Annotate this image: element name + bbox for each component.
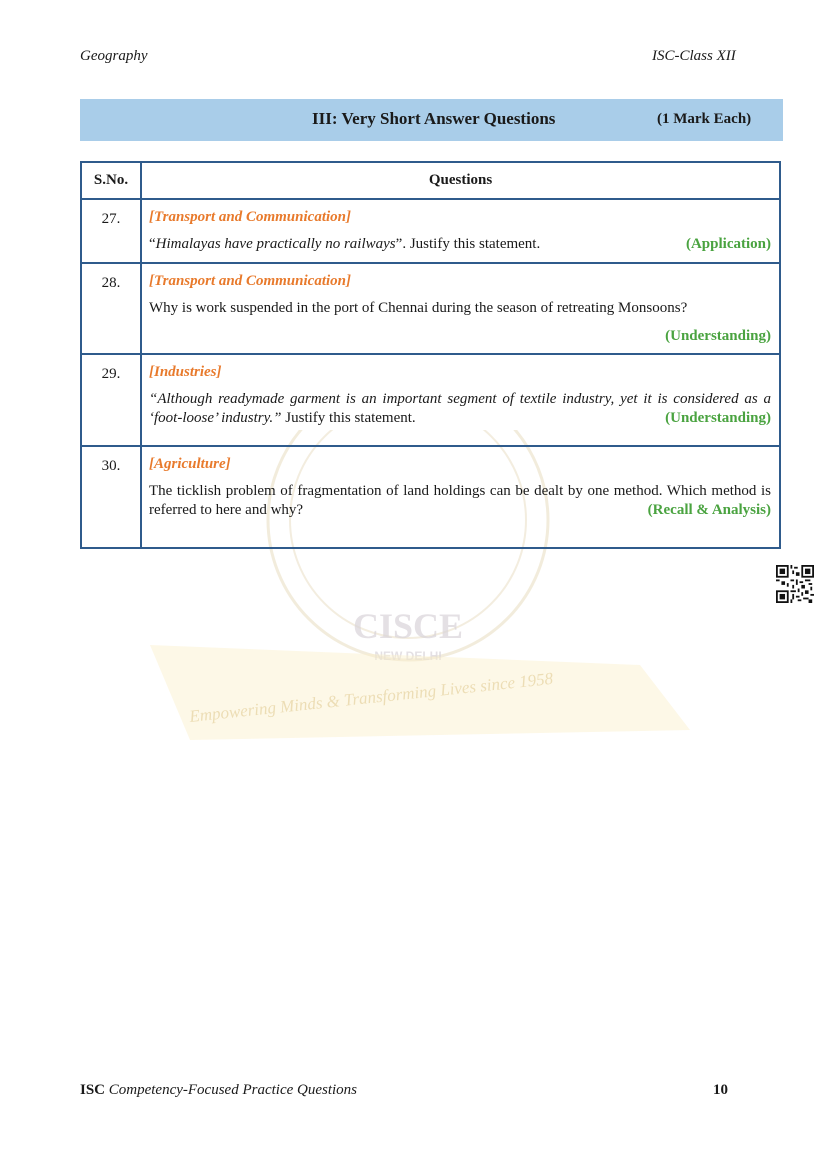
row-body: Why is work suspended in the port of Chennai during the season of retreating Monsoons? (149, 300, 688, 316)
row-question (141, 354, 780, 446)
row-text (149, 390, 771, 428)
watermark-banner (150, 645, 690, 740)
row-quote: “Although readymade garment is an important segment of textile industry, yet it is considered as a ‘foot-loose’ industry.” (149, 391, 771, 426)
section-bar (80, 99, 783, 141)
quote-close: ” (395, 236, 403, 252)
row-question (141, 263, 780, 354)
row-topic: [Transport and Communication] (149, 209, 351, 225)
table-row (81, 199, 780, 263)
table-row (81, 446, 780, 548)
table-row (81, 263, 780, 354)
header-subject: Geography (80, 48, 148, 64)
row-body: The ticklish problem of fragmentation of land holdings can be dealt by one method. Which method is referred to here and why? (149, 483, 771, 518)
table-row (81, 354, 780, 446)
page-number: 10 (713, 1082, 728, 1098)
row-topic: [Industries] (149, 364, 222, 380)
row-tag: (Understanding) (665, 328, 771, 344)
row-quote: Himalayas have practically no railways (155, 236, 396, 252)
questions-table (80, 161, 781, 549)
watermark-tagline: Empowering Minds & Transforming Lives since 1958 (188, 668, 554, 726)
row-question (141, 446, 780, 548)
row-sno: 29. (81, 354, 141, 446)
qr-code-icon[interactable] (776, 565, 814, 603)
footer-prefix: ISC (80, 1082, 106, 1098)
row-sno: 27. (81, 199, 141, 263)
row-topic: [Transport and Communication] (149, 273, 351, 289)
row-sno: 30. (81, 446, 141, 548)
row-tag: (Recall & Analysis) (647, 502, 771, 518)
footer-subtitle: Competency-Focused Practice Questions (108, 1082, 358, 1098)
row-question (141, 199, 780, 263)
col-questions-header: Questions (141, 162, 780, 199)
row-body: Justify this statement. (281, 410, 416, 426)
table-header-row (81, 162, 780, 199)
row-tag: (Application) (685, 236, 771, 252)
row-topic: [Agriculture] (149, 456, 231, 472)
row-body: . Justify this statement. (402, 236, 541, 252)
row-text (149, 482, 771, 520)
quote-open: “ (149, 236, 156, 252)
header-class: ISC-Class XII (652, 48, 736, 64)
watermark-org: CISCE (352, 606, 464, 646)
watermark-city: NEW DELHI (374, 649, 442, 663)
col-sno-header: S.No. (81, 162, 141, 199)
row-text (149, 235, 771, 254)
section-title: III: Very Short Answer Questions (312, 109, 556, 128)
row-tag: (Understanding) (665, 410, 771, 426)
section-marks: (1 Mark Each) (657, 111, 752, 127)
row-sno: 28. (81, 263, 141, 354)
footer-title (80, 1082, 357, 1099)
